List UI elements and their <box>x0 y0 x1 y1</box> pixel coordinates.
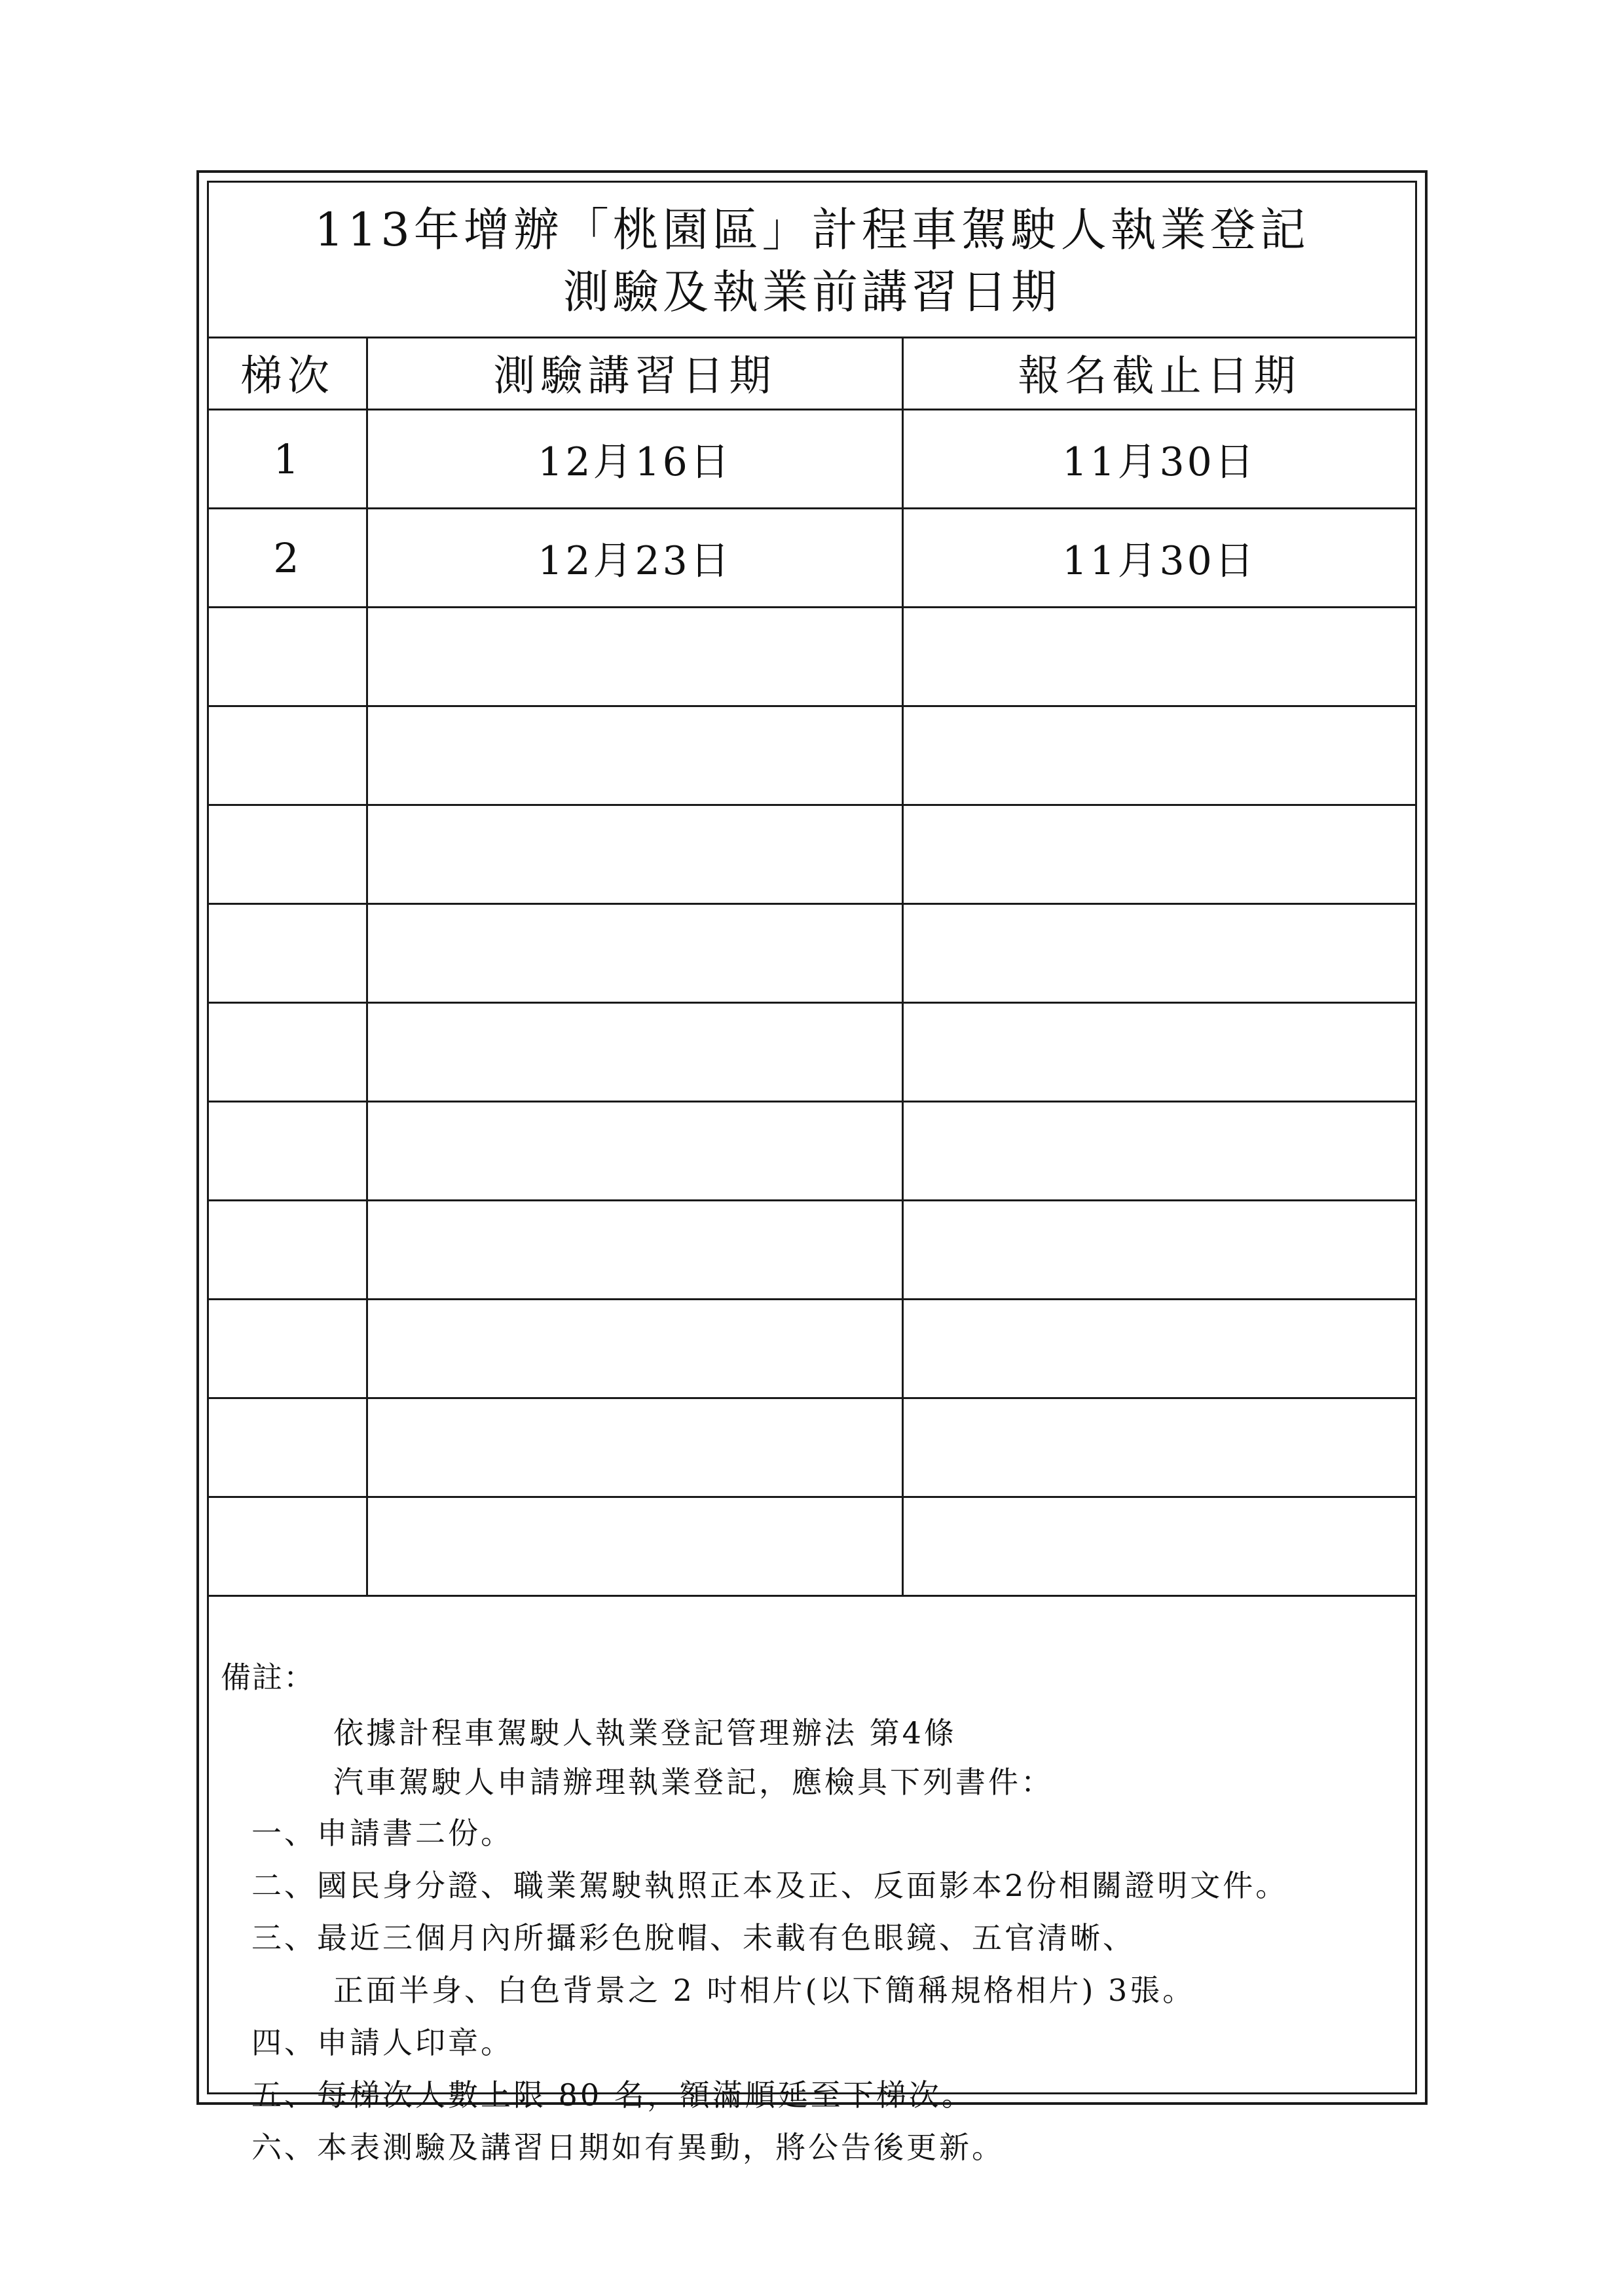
notes-item-3-continued: 正面半身、白色背景之 2 吋相片(以下簡稱規格相片) 3張。 <box>333 1973 1196 2008</box>
header-exam-date: 測驗講習日期 <box>368 337 904 409</box>
table-row <box>209 509 1415 608</box>
title-block <box>209 183 1415 338</box>
notes-section <box>209 1641 1415 2165</box>
cell-exam-date: 12月23日 <box>368 509 904 606</box>
table-row-empty <box>209 905 1415 1004</box>
table-header-row <box>209 337 1415 410</box>
table-row <box>209 410 1415 509</box>
notes-item-3: 三、最近三個月內所攝彩色脫帽、未載有色眼鏡、五官清晰、 <box>251 1920 1135 1956</box>
table-row-empty <box>209 608 1415 707</box>
table-row-empty <box>209 1300 1415 1399</box>
notes-basis: 依據計程車駕駛人執業登記管理辦法 第4條 <box>333 1715 957 1751</box>
document-inner-frame <box>207 181 1417 2165</box>
table-row-empty <box>209 1498 1415 1597</box>
cell-deadline: 11月30日 <box>1062 439 1257 485</box>
table-row-empty <box>209 707 1415 806</box>
notes-item-4: 四、申請人印章。 <box>251 2025 513 2060</box>
header-batch: 梯次 <box>209 337 368 409</box>
notes-intro: 汽車駕駛人申請辦理執業登記，應檢具下列書件： <box>333 1764 1054 1800</box>
notes-item-1: 一、申請書二份。 <box>251 1815 513 1851</box>
document-frame <box>196 170 1428 2165</box>
notes-item-2: 二、國民身分證、職業駕駛執照正本及正、反面影本2份相關證明文件。 <box>251 1868 1289 1903</box>
cell-exam-date: 12月16日 <box>368 410 904 507</box>
table-row-empty <box>209 806 1415 905</box>
title-line-1: 113年增辦「桃園區」計程車駕駛人執業登記 <box>314 203 1310 257</box>
cell-batch: 2 <box>209 509 368 606</box>
notes-heading: 備註： <box>221 1660 315 1695</box>
cell-batch: 1 <box>209 410 368 507</box>
table-row-empty <box>209 1399 1415 1498</box>
header-deadline: 報名截止日期 <box>1018 352 1301 401</box>
cell-deadline: 11月30日 <box>1062 538 1257 584</box>
table-row-empty <box>209 1102 1415 1201</box>
notes-item-5: 五、每梯次人數上限 80 名，額滿順延至下梯次。 <box>251 2077 974 2113</box>
schedule-table <box>209 337 1415 1597</box>
title-line-2: 測驗及執業前講習日期 <box>563 265 1061 319</box>
table-row-empty <box>209 1004 1415 1102</box>
notes-item-6: 六、本表測驗及講習日期如有異動，將公告後更新。 <box>251 2130 1005 2165</box>
table-row-empty <box>209 1201 1415 1300</box>
